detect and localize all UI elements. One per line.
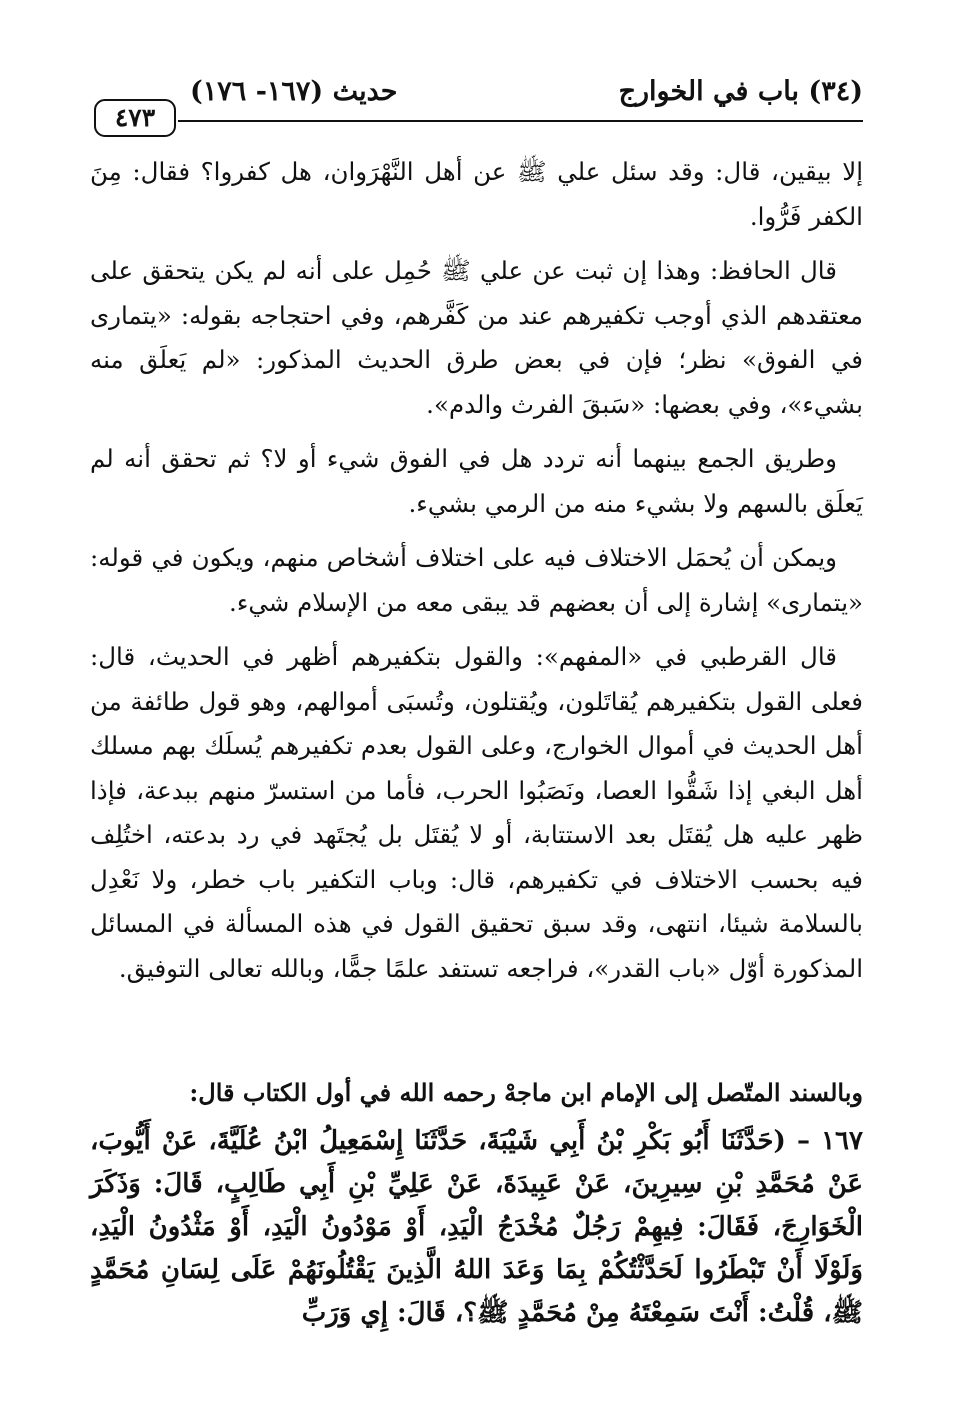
- hadith-paragraph: ١٦٧ – (حَدَّثَنَا أَبُو بَكْرِ بْنُ أَبِي شَيْبَةَ، حَدَّثَنَا إِسْمَعِيلُ ابْنُ عُلَيَّةَ، عَنْ أَيُّوبَ، عَنْ مُحَمَّدِ بْنِ سِيرِينَ، عَنْ عَبِيدَةَ، عَنْ عَلِيِّ بْنِ أَبِي طَالِبٍ، قَالَ: وَذَكَرَ الْخَوَارِجَ، فَقَالَ: فِيهِمْ رَجُلٌ مُخْدَجُ الْيَدِ، أَوْ مَوْدُونُ الْيَدِ، أَوْ مَثْدُونُ الْيَدِ، وَلَوْلَا أَنْ تَبْطَرُوا لَحَدَّثْتُكُمْ بِمَا وَعَدَ اللهُ الَّذِينَ يَقْتُلُونَهُمْ عَلَى لِسَانِ مُحَمَّدٍ ﷺ، قُلْتُ: أَنْتَ سَمِعْتَهُ مِنْ مُحَمَّدٍ ﷺ؟، قَالَ: إِي وَرَبِّ: [90, 1126, 863, 1328]
- running-header-chapter: (٣٤) باب في الخوارج: [618, 76, 863, 107]
- paragraph: قال القرطبي في «المفهم»: والقول بتكفيرهم أظهر في الحديث، قال: فعلى القول بتكفيرهم يُقاتَلون، ويُقتلون، وتُسبَى أموالهم، وهو قول طائفة من أهل الحديث في أموال الخوارج، وعلى القول بعدم تكفيرهم يُسلَك بهم مسلك أهل البغي إذا شَقُّوا العصا، ونَصَبُوا الحرب، فأما من استسرّ منهم ببدعة، فإذا ظهر عليه هل يُقتَل بعد الاستتابة، أو لا يُقتَل بل يُجتَهد في رد بدعته، اختُلِف فيه بحسب الاختلاف في تكفيرهم، قال: وباب التكفير باب خطر، ولا نَعْدِل بالسلامة شيئا، انتهى، وقد سبق تحقيق القول في هذه المسألة في المسائل المذكورة أوّل «باب القدر»، فراجعه تستفد علمًا جمًّا، وبالله تعالى التوفيق.: [90, 642, 863, 983]
- isnad-heading: وبالسند المتّصل إلى الإمام ابن ماجهْ رحمه الله في أول الكتاب قال:: [189, 1078, 863, 1107]
- commentary-text: [90, 150, 863, 1001]
- paragraph: قال الحافظ: وهذا إن ثبت عن علي ﷺ حُمِل على أنه لم يكن يتحقق على معتقدهم الذي أوجب تكفيرهم عند من كَفَّرهم، وفي احتجاجه بقوله: «يتمارى في الفوق» نظر؛ فإن في بعض طرق الحديث المذكور: «لم يَعلَق منه بشيء»، وفي بعضها: «سَبقَ الفرث والدم».: [90, 256, 863, 419]
- paragraph: ويمكن أن يُحمَل الاختلاف فيه على اختلاف أشخاص منهم، ويكون في قوله: «يتمارى» إشارة إلى أن بعضهم قد يبقى معه من الإسلام شيء.: [90, 543, 863, 617]
- running-header-hadith-range: حديث (١٦٧- ١٧٦): [190, 76, 398, 107]
- header-rule: [178, 120, 863, 122]
- hadith-text: [90, 1120, 863, 1335]
- paragraph: وطريق الجمع بينهما أنه تردد هل في الفوق شيء أو لا؟ ثم تحقق أنه لم يَعلَق بالسهم ولا بشيء منه من الرمي بشيء.: [90, 444, 863, 518]
- page-number: ٤٧٣: [94, 99, 176, 137]
- paragraph: إلا بيقين، قال: وقد سئل علي ﷺ عن أهل النَّهْرَوان، هل كفروا؟ فقال: مِنَ الكفر فَرُّوا.: [90, 157, 863, 231]
